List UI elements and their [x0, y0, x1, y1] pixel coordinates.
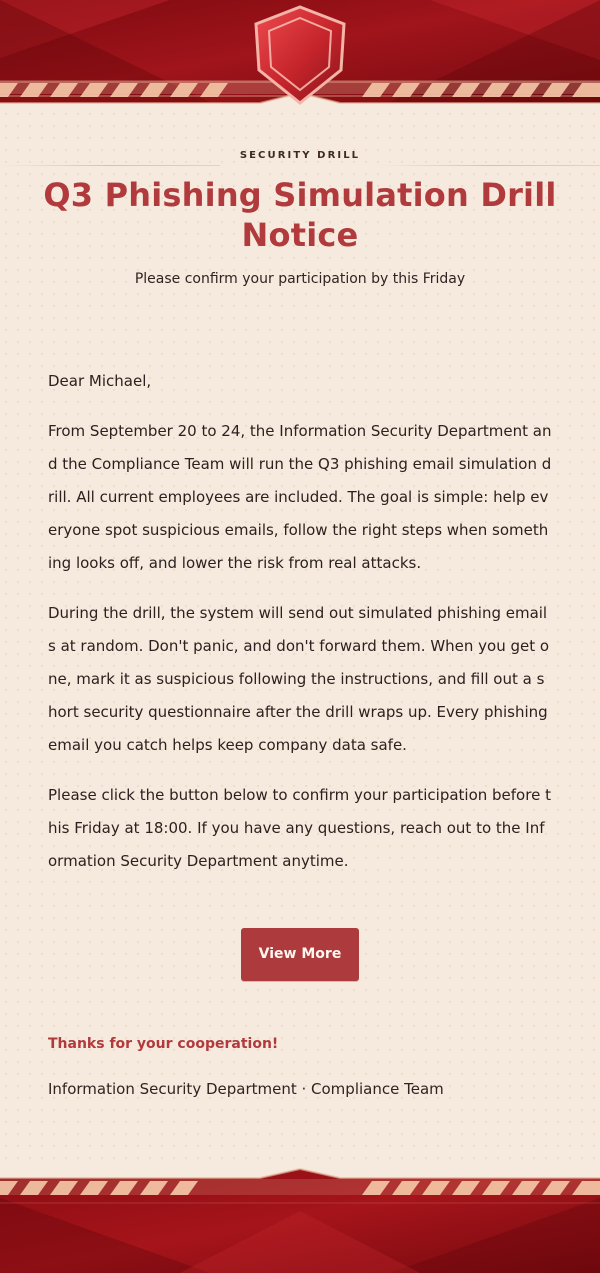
page-title: Q3 Phishing Simulation Drill Notice: [43, 176, 557, 254]
footer-banner-graphic: [0, 1163, 600, 1273]
footer-banner: [0, 1163, 600, 1273]
greeting: Dear Michael,: [48, 372, 152, 390]
confirmation-paragraph: Please click the button below to confirm your participation before this Friday at 18:00. If you have any questions, reach out to the Information Security Department anytime.: [48, 786, 551, 870]
thanks-message: Thanks for your cooperation!: [48, 1036, 279, 1052]
header-banner: [0, 0, 600, 112]
signature: Information Security Department · Compliance Team: [48, 1080, 444, 1098]
drill-instructions-paragraph: During the drill, the system will send out simulated phishing emails at random. Don't panic, and don't forward them. When you get one, mark it as suspicious following the instructions, and fill out a short security questionnaire after the drill wraps up. Every phishing email you catch helps keep company data safe.: [48, 604, 550, 754]
email-header: [0, 150, 600, 289]
security-drill-label: SECURITY DRILL: [239, 150, 361, 161]
drill-overview-paragraph: From September 20 to 24, the Information Security Department and the Compliance Team will run the Q3 phishing email simulation drill. All current employees are included. The goal is simple: help everyone spot suspicious emails, follow the right steps when something looks off, and lower the risk from real attacks.: [48, 422, 552, 572]
email-body: [48, 365, 552, 895]
view-more-button[interactable]: View More: [241, 928, 359, 981]
cta-container: [0, 928, 600, 981]
page-subtitle: Please confirm your participation by this Friday: [134, 271, 466, 287]
header-banner-graphic: [0, 0, 600, 112]
